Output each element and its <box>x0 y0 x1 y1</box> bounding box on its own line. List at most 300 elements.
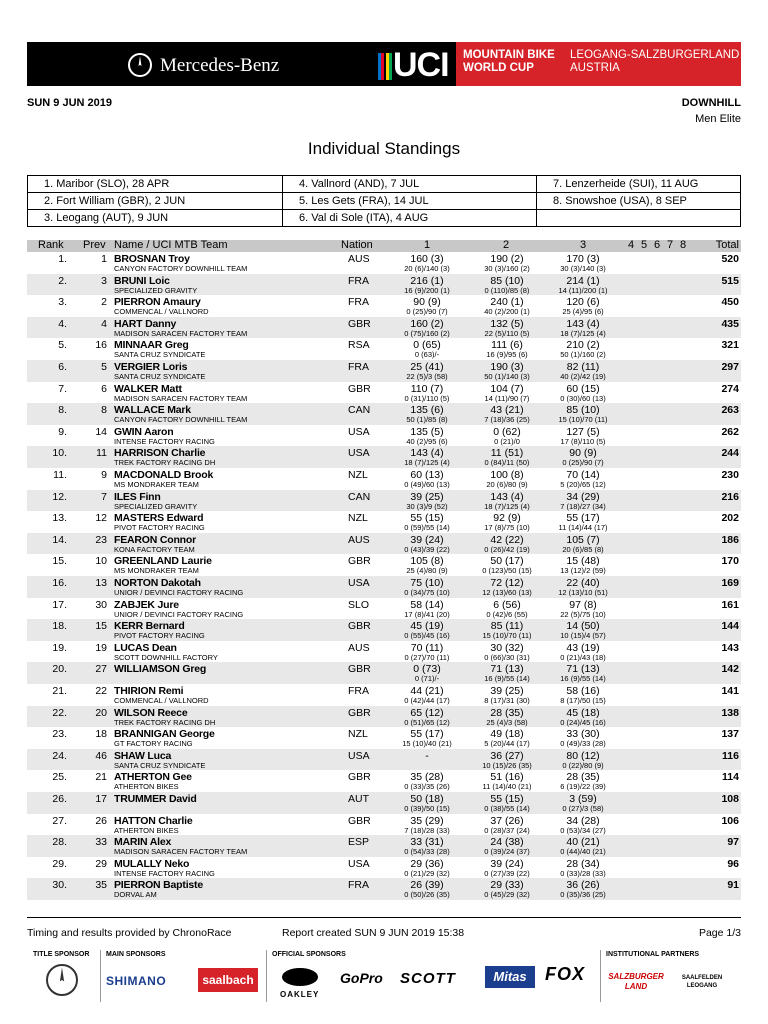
previous-rank: 6 <box>101 382 107 395</box>
round-2-detail: 11 (14)/40 (21) <box>482 782 532 792</box>
standings-row <box>27 360 741 382</box>
col-round-5: 5 <box>641 239 648 251</box>
previous-rank: 22 <box>95 685 107 697</box>
round-2-points: 42 (22) <box>490 533 524 546</box>
rider-name: LUCAS Dean <box>114 641 177 654</box>
rider-name: MARIN Alex <box>114 836 172 849</box>
rider-rank: 15. <box>52 555 67 568</box>
nation-code: FRA <box>348 274 369 287</box>
previous-rank: 18 <box>95 728 107 741</box>
round-3-points: 82 (11) <box>566 361 600 373</box>
round-2-points: 49 (18) <box>490 728 524 741</box>
page-title: Individual Standings <box>307 139 461 158</box>
nation-code: RSA <box>348 339 370 352</box>
rider-name: BRANNIGAN George <box>114 728 215 741</box>
standings-row <box>27 468 741 490</box>
round-1-points: 39 (24) <box>410 533 444 546</box>
rounds-row <box>28 210 741 227</box>
round-1-points: 0 (65) <box>413 339 441 352</box>
round-1-points: 143 (4) <box>410 447 444 460</box>
round-2-points: 71 (13) <box>490 663 524 676</box>
previous-rank: 12 <box>95 512 107 525</box>
standings-row <box>27 727 741 749</box>
round-2-detail: 20 (6)/80 (9) <box>486 480 528 489</box>
main-sponsors-label: MAIN SPONSORS <box>106 951 166 958</box>
previous-rank: 46 <box>95 749 107 762</box>
col-total: Total <box>715 239 739 251</box>
round-3-points: 97 (8) <box>569 598 597 611</box>
round-3-points: 45 (18) <box>566 706 600 719</box>
previous-rank: 13 <box>95 577 107 589</box>
team-name: MADISON SARACEN FACTORY TEAM <box>114 328 248 338</box>
round-3-points: 70 (14) <box>566 469 600 481</box>
round-2-detail: 18 (7)/125 (4) <box>484 501 530 511</box>
round-3-detail: 14 (11)/200 (1) <box>558 285 608 295</box>
standings-row <box>27 598 741 620</box>
round-2-detail: 0 (110)/85 (8) <box>484 285 530 295</box>
round-2-detail: 16 (9)/95 (6) <box>486 350 528 360</box>
standings-row <box>27 490 741 512</box>
previous-rank: 5 <box>101 361 107 373</box>
round-1-points: 105 (8) <box>410 555 444 568</box>
round-1-detail: 40 (2)/95 (6) <box>406 436 448 446</box>
round-2-points: 100 (8) <box>490 469 524 481</box>
round-3-points: 60 (15) <box>566 382 600 395</box>
team-name: COMMENCAL / VALLNORD <box>114 307 209 317</box>
rider-name: HART Danny <box>114 317 177 330</box>
round-1-points: 90 (9) <box>413 296 441 309</box>
rider-name: KERR Bernard <box>114 620 185 633</box>
round-2-points: 6 (56) <box>493 598 521 611</box>
round-1-points: 33 (31) <box>410 836 444 849</box>
round-2-detail: 0 (27)/39 (22) <box>484 868 530 878</box>
team-name: CANYON FACTORY DOWNHILL TEAM <box>114 264 248 273</box>
round-2-points: 85 (10) <box>490 274 524 287</box>
col-round-8: 8 <box>680 239 687 251</box>
round-2-points: 132 (5) <box>490 317 524 330</box>
rider-rank: 22. <box>52 706 67 719</box>
total-points: 170 <box>721 555 739 568</box>
venue-line-2: AUSTRIA <box>570 62 620 74</box>
standings-row <box>27 878 741 900</box>
total-points: 520 <box>721 253 739 265</box>
rider-rank: 5. <box>58 339 67 352</box>
round-1-points: 35 (29) <box>410 814 444 827</box>
team-name: SCOTT DOWNHILL FACTORY <box>114 652 218 662</box>
round-2-points: 0 (62) <box>493 425 521 438</box>
round-1-points: 65 (12) <box>410 706 444 719</box>
total-points: 141 <box>721 685 739 697</box>
round-2-detail: 0 (42)/6 (55) <box>486 609 528 619</box>
round-2-detail: 0 (28)/37 (24) <box>484 825 530 835</box>
rider-rank: 24. <box>52 749 67 762</box>
round-3-points: 210 (2) <box>566 339 600 352</box>
rider-rank: 23. <box>52 728 67 741</box>
rider-name: NORTON Dakotah <box>114 577 201 589</box>
team-name: SANTA CRUZ SYNDICATE <box>114 350 206 360</box>
rider-name: BROSNAN Troy <box>114 253 190 265</box>
rider-rank: 16. <box>52 577 67 589</box>
standings-column-header <box>27 240 741 252</box>
standings-row <box>27 576 741 598</box>
nation-code: NZL <box>348 728 368 741</box>
round-1-points: 25 (41) <box>410 361 444 373</box>
round-3-detail: 0 (44)/40 (21) <box>560 847 606 857</box>
standings-row <box>27 662 741 684</box>
nation-code: FRA <box>348 879 369 892</box>
nation-code: SLO <box>348 598 370 611</box>
previous-rank: 26 <box>95 814 107 827</box>
round-3-points: 80 (12) <box>566 749 600 762</box>
round-3-detail: 13 (12)/2 (59) <box>560 566 606 576</box>
scott-logo: SCOTT <box>400 970 456 987</box>
round-2-detail: 7 (18)/36 (25) <box>484 415 530 425</box>
previous-rank: 11 <box>96 447 107 460</box>
round-2-detail: 12 (13)/60 (13) <box>482 588 532 597</box>
nation-code: GBR <box>348 382 371 395</box>
rider-name: HATTON Charlie <box>114 814 193 827</box>
total-points: 202 <box>721 512 739 525</box>
round-1-detail: 0 (54)/33 (28) <box>404 847 450 857</box>
institutional-partners-label: INSTITUTIONAL PARTNERS <box>606 951 700 958</box>
sponsor-divider <box>266 950 267 1002</box>
total-points: 515 <box>721 274 739 287</box>
rider-name: WALKER Matt <box>114 382 182 395</box>
nation-code: USA <box>348 425 370 438</box>
round-1-points: 70 (11) <box>410 641 444 654</box>
rider-rank: 27. <box>52 814 67 827</box>
round-1-points: 29 (36) <box>410 857 444 870</box>
previous-rank: 7 <box>101 490 107 503</box>
total-points: 450 <box>721 296 739 309</box>
round-2-detail: 40 (2)/200 (1) <box>484 307 530 317</box>
footer-divider <box>27 917 741 918</box>
round-3-detail: 0 (27)/3 (58) <box>562 804 604 813</box>
nation-code: AUT <box>348 793 369 805</box>
standings-row <box>27 684 741 706</box>
total-points: 263 <box>721 404 739 417</box>
round-3-points: 3 (59) <box>569 793 597 805</box>
round-3-detail: 6 (19)/22 (39) <box>560 782 606 792</box>
previous-rank: 3 <box>101 274 107 287</box>
rider-name: FEARON Connor <box>114 533 196 546</box>
round-2-points: 29 (33) <box>490 879 524 892</box>
round-3-points: 120 (6) <box>566 296 600 309</box>
rider-rank: 21. <box>52 685 67 697</box>
round-3-detail: 0 (21)/43 (18) <box>560 652 606 662</box>
round-2-points: 39 (24) <box>490 857 524 870</box>
total-points: 297 <box>721 361 739 373</box>
round-3-detail: 12 (13)/10 (51) <box>558 588 608 597</box>
nation-code: USA <box>348 447 370 460</box>
round-1-points: 35 (28) <box>410 771 444 784</box>
round-3-detail: 40 (2)/42 (19) <box>560 372 606 381</box>
rider-rank: 18. <box>52 620 67 633</box>
rider-rank: 25. <box>52 771 67 784</box>
standings-row <box>27 274 741 296</box>
round-2-points: 190 (2) <box>490 253 524 265</box>
round-cell: 3. Leogang (AUT), 9 JUN <box>28 210 283 227</box>
round-1-detail: 0 (71)/- <box>414 674 440 684</box>
round-1-detail: 0 (59)/55 (14) <box>404 523 450 533</box>
saalbach-logo: saalbach <box>198 968 258 992</box>
col-round-1: 1 <box>424 239 431 251</box>
round-1-detail: 15 (10)/40 (21) <box>402 739 452 749</box>
round-3-detail: 16 (9)/55 (14) <box>560 674 606 684</box>
team-name: COMMENCAL / VALLNORD <box>114 696 209 705</box>
round-1-detail: 0 (50)/26 (35) <box>404 890 450 900</box>
rider-rank: 29. <box>52 857 67 870</box>
fox-logo: FOX <box>545 964 586 984</box>
total-points: 169 <box>721 577 739 589</box>
title-sponsor-label: TITLE SPONSOR <box>33 951 90 958</box>
round-2-points: 36 (27) <box>490 749 524 762</box>
rider-name: BRUNI Loic <box>114 274 170 287</box>
round-1-detail: 25 (4)/80 (9) <box>406 566 448 576</box>
round-2-points: 85 (11) <box>490 620 524 633</box>
col-round-3: 3 <box>580 239 587 251</box>
rider-rank: 7. <box>58 382 67 395</box>
nation-code: GBR <box>348 771 371 784</box>
gopro-logo: GoPro <box>340 970 383 986</box>
team-name: UNIOR / DEVINCI FACTORY RACING <box>114 588 244 597</box>
rider-name: MINNAAR Greg <box>114 339 189 352</box>
round-2-detail: 0 (39)/24 (37) <box>484 847 530 857</box>
round-1-detail: 7 (18)/28 (33) <box>404 825 450 835</box>
round-3-detail: 0 (25)/90 (7) <box>562 458 604 468</box>
standings-row <box>27 338 741 360</box>
round-1-points: 135 (5) <box>410 425 444 438</box>
rounds-row <box>28 176 741 193</box>
team-name: PIVOT FACTORY RACING <box>114 631 205 641</box>
rider-rank: 12. <box>52 490 67 503</box>
nation-code: GBR <box>348 620 371 633</box>
standings-row <box>27 706 741 728</box>
round-3-points: 22 (40) <box>566 577 600 589</box>
team-name: KONA FACTORY TEAM <box>114 544 195 554</box>
round-cell: 1. Maribor (SLO), 28 APR <box>28 176 283 193</box>
round-2-detail: 0 (84)/11 (50) <box>484 458 530 468</box>
standings-row <box>27 835 741 857</box>
previous-rank: 33 <box>95 836 107 849</box>
page-number: Page 1/3 <box>698 927 741 939</box>
nation-code: GBR <box>348 555 371 568</box>
round-1-detail: 16 (9)/200 (1) <box>404 285 450 295</box>
round-2-detail: 5 (20)/44 (17) <box>484 739 530 749</box>
col-nation: Nation <box>341 239 373 251</box>
total-points: 274 <box>721 382 739 395</box>
round-2-detail: 0 (123)/50 (15) <box>482 566 532 576</box>
round-3-points: 85 (10) <box>566 404 600 417</box>
round-2-points: 111 (6) <box>491 339 523 352</box>
total-points: 216 <box>721 490 739 503</box>
round-1-detail: 22 (5)/3 (58) <box>406 372 448 381</box>
team-name: GT FACTORY RACING <box>114 739 193 749</box>
round-3-points: 28 (35) <box>566 771 600 784</box>
total-points: 116 <box>722 749 739 762</box>
rider-name: GREENLAND Laurie <box>114 555 212 568</box>
team-name: ATHERTON BIKES <box>114 825 179 835</box>
previous-rank: 29 <box>95 857 107 870</box>
nation-code: GBR <box>348 814 371 827</box>
round-1-points: 75 (10) <box>410 577 444 589</box>
round-1-detail: 50 (1)/85 (8) <box>406 415 448 425</box>
mercedes-star-icon <box>128 53 152 77</box>
rider-name: ATHERTON Gee <box>114 771 192 784</box>
round-1-points: 26 (39) <box>410 879 444 892</box>
round-3-detail: 11 (14)/44 (17) <box>558 523 608 533</box>
round-1-detail: 0 (31)/110 (5) <box>404 393 450 403</box>
team-name: PIVOT FACTORY RACING <box>114 523 205 533</box>
round-1-points: - <box>425 749 429 762</box>
round-1-detail: 0 (39)/50 (15) <box>404 804 450 813</box>
round-2-points: 92 (9) <box>493 512 521 525</box>
total-points: 161 <box>721 598 739 611</box>
previous-rank: 17 <box>95 793 107 805</box>
round-3-detail: 8 (17)/50 (15) <box>560 696 606 705</box>
round-cell <box>537 210 741 227</box>
previous-rank: 35 <box>95 879 107 892</box>
round-cell: 8. Snowshoe (USA), 8 SEP <box>537 193 741 210</box>
total-points: 106 <box>721 814 739 827</box>
round-1-points: 55 (17) <box>410 728 444 741</box>
uci-logo: UCI <box>393 46 449 84</box>
round-2-detail: 0 (45)/29 (32) <box>484 890 530 900</box>
previous-rank: 21 <box>95 771 107 784</box>
previous-rank: 23 <box>95 533 107 546</box>
round-1-detail: 0 (42)/44 (17) <box>404 696 450 705</box>
rider-rank: 13. <box>52 512 67 525</box>
nation-code: NZL <box>348 512 368 525</box>
round-1-detail: 0 (55)/45 (16) <box>404 631 450 641</box>
rider-name: PIERRON Baptiste <box>114 879 203 892</box>
round-cell: 7. Lenzerheide (SUI), 11 AUG <box>537 176 741 193</box>
round-2-detail: 16 (9)/55 (14) <box>484 674 530 684</box>
col-prev: Prev <box>83 239 106 251</box>
round-1-detail: 30 (3)/9 (52) <box>406 501 448 511</box>
total-points: 230 <box>721 469 739 481</box>
total-points: 143 <box>721 641 739 654</box>
standings-row <box>27 619 741 641</box>
nation-code: GBR <box>348 663 371 676</box>
round-3-points: 214 (1) <box>566 274 600 287</box>
uci-rainbow-stripes <box>378 53 392 80</box>
rounds-row <box>28 193 741 210</box>
round-2-detail: 15 (10)/70 (11) <box>482 631 532 641</box>
rider-name: MACDONALD Brook <box>114 469 214 481</box>
rounds-table <box>27 175 741 227</box>
round-2-points: 37 (26) <box>490 814 524 827</box>
total-points: 144 <box>721 620 739 633</box>
round-1-points: 60 (13) <box>410 469 444 481</box>
round-3-points: 105 (7) <box>566 533 600 546</box>
round-3-points: 71 (13) <box>566 663 600 676</box>
rider-name: THIRION Remi <box>114 685 184 697</box>
round-3-detail: 0 (49)/33 (28) <box>560 739 606 749</box>
previous-rank: 16 <box>95 339 107 352</box>
series-title <box>463 49 555 75</box>
round-2-detail: 14 (11)/90 (7) <box>484 393 530 403</box>
rider-rank: 10. <box>52 447 67 460</box>
round-2-detail: 0 (66)/30 (31) <box>484 652 530 662</box>
round-2-points: 43 (21) <box>490 404 524 417</box>
total-points: 108 <box>721 793 739 805</box>
rider-rank: 2. <box>58 274 67 287</box>
round-3-detail: 22 (5)/75 (10) <box>560 609 606 619</box>
team-name: TREK FACTORY RACING DH <box>114 717 216 727</box>
col-round-4: 4 <box>628 239 635 251</box>
round-3-points: 28 (34) <box>566 857 600 870</box>
round-1-points: 135 (6) <box>410 404 444 417</box>
round-3-points: 14 (50) <box>566 620 600 633</box>
round-1-points: 44 (21) <box>410 685 444 697</box>
round-3-points: 34 (28) <box>566 814 600 827</box>
round-1-detail: 0 (27)/70 (11) <box>404 652 450 662</box>
nation-code: FRA <box>348 685 369 697</box>
round-3-points: 40 (21) <box>566 836 600 849</box>
round-3-detail: 0 (53)/34 (27) <box>560 825 606 835</box>
rider-name: ZABJEK Jure <box>114 598 179 611</box>
previous-rank: 15 <box>95 620 107 633</box>
standings-row <box>27 770 741 792</box>
team-name: UNIOR / DEVINCI FACTORY RACING <box>114 609 244 619</box>
round-cell: 5. Les Gets (FRA), 14 JUL <box>283 193 537 210</box>
round-3-points: 58 (16) <box>566 685 600 697</box>
total-points: 96 <box>727 857 739 870</box>
round-3-detail: 15 (10)/70 (11) <box>558 415 608 425</box>
previous-rank: 14 <box>95 425 107 438</box>
title-sponsor-name: Mercedes-Benz <box>160 55 280 76</box>
round-1-points: 216 (1) <box>410 274 444 287</box>
standings-row <box>27 252 741 274</box>
round-3-detail: 7 (18)/27 (34) <box>560 501 606 511</box>
rider-name: HARRISON Charlie <box>114 447 206 460</box>
rider-rank: 6. <box>58 361 67 373</box>
standings-row <box>27 749 741 771</box>
round-3-detail: 18 (7)/125 (4) <box>560 328 606 338</box>
col-rank: Rank <box>38 239 64 251</box>
previous-rank: 20 <box>95 706 107 719</box>
oakley-ellipse-icon <box>282 968 318 986</box>
round-1-detail: 0 (49)/60 (13) <box>404 480 450 489</box>
round-1-points: 55 (15) <box>410 512 444 525</box>
round-3-points: 33 (30) <box>566 728 600 741</box>
standings-row <box>27 425 741 447</box>
rider-rank: 28. <box>52 836 67 849</box>
venue-title <box>570 49 739 75</box>
rider-rank: 20. <box>52 663 67 676</box>
round-2-points: 240 (1) <box>490 296 524 309</box>
round-3-points: 143 (4) <box>566 317 600 330</box>
team-name: INTENSE FACTORY RACING <box>114 436 215 446</box>
standings-row <box>27 554 741 576</box>
round-3-detail: 0 (24)/45 (16) <box>560 717 606 727</box>
rider-rank: 3. <box>58 296 67 309</box>
team-name: CANYON FACTORY DOWNHILL TEAM <box>114 415 248 425</box>
total-points: 91 <box>727 879 739 892</box>
total-points: 262 <box>721 425 739 438</box>
nation-code: AUS <box>348 641 370 654</box>
mercedes-sponsor-logo <box>46 964 78 996</box>
round-3-points: 90 (9) <box>569 447 597 460</box>
round-1-points: 0 (73) <box>413 663 441 676</box>
round-2-points: 30 (32) <box>490 641 524 654</box>
round-2-detail: 0 (38)/55 (14) <box>484 804 530 813</box>
round-1-detail: 20 (6)/140 (3) <box>404 264 450 273</box>
category: Men Elite <box>695 113 741 125</box>
round-2-points: 51 (16) <box>490 771 524 784</box>
nation-code: AUS <box>348 253 370 265</box>
